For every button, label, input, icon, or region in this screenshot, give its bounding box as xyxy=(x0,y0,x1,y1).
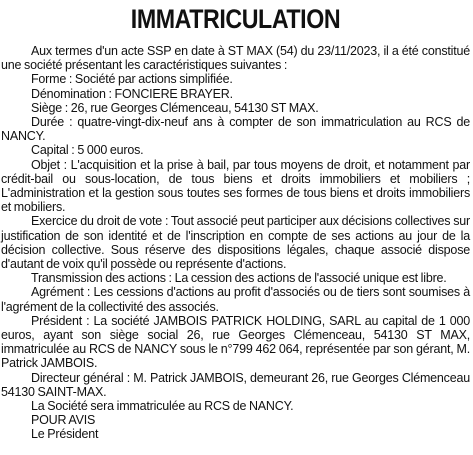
notice-title: IMMATRICULATION xyxy=(130,4,341,34)
immatriculation-line: La Société sera immatriculée au RCS de NANCY. xyxy=(31,399,294,414)
intro-paragraph: Aux termes d'un acte SSP en date à ST MAX (54) du 23/11/2023, il a été constitué une société présentant les caractéristiques suivantes : xyxy=(1,44,470,73)
signature-line: Le Président xyxy=(31,427,99,442)
denomination-line: Dénomination : FONCIERE BRAYER. xyxy=(31,86,233,101)
forme-line: Forme : Société par actions simplifiée. xyxy=(31,72,233,87)
legal-notice xyxy=(1,4,470,442)
notice-body xyxy=(1,44,470,442)
directeur-paragraph: Directeur général : M. Patrick JAMBOIS, demeurant 26, rue Georges Clémenceau 54130 SAINT-MAX. xyxy=(1,370,470,399)
vote-paragraph: Exercice du droit de vote : Tout associé peut participer aux décisions collectives sur justification de son identité et de l'inscription en compte de ses actions au jour de la décision collective. Sous réserve des dispositions légales, chaque associé dispose d'autant de voix qu'il possède ou représente d'actions. xyxy=(1,214,470,272)
siege-line: Siège : 26, rue Georges Clémenceau, 54130 ST MAX. xyxy=(31,100,319,115)
transmission-line: Transmission des actions : La cession des actions de l'associé unique est libre. xyxy=(31,271,447,286)
duree-line: Durée : quatre-vingt-dix-neuf ans à compter de son immatriculation au RCS de NANCY. xyxy=(1,115,470,144)
objet-paragraph: Objet : L'acquisition et la prise à bail, par tous moyens de droit, et notamment par crédit-bail ou sous-location, de tous biens et droits immobiliers et mobiliers ; L'administration et la gestion sous toutes ses formes de tous biens et droits immobiliers et mobiliers. xyxy=(1,157,470,215)
pour-avis-line: POUR AVIS xyxy=(31,413,96,428)
capital-line: Capital : 5 000 euros. xyxy=(31,143,144,158)
president-paragraph: Président : La société JAMBOIS PATRICK HOLDING, SARL au capital de 1 000 euros, ayant son siège social 26, rue Georges Clémenceau, 54130 ST MAX, immatriculée au RCS de NANCY sous le n°799 462 064, représentée par son gérant, M. Patrick JAMBOIS. xyxy=(1,313,470,371)
agrement-paragraph: Agrément : Les cessions d'actions au profit d'associés ou de tiers sont soumises à l'agrément de la collectivité des associés. xyxy=(1,285,470,314)
